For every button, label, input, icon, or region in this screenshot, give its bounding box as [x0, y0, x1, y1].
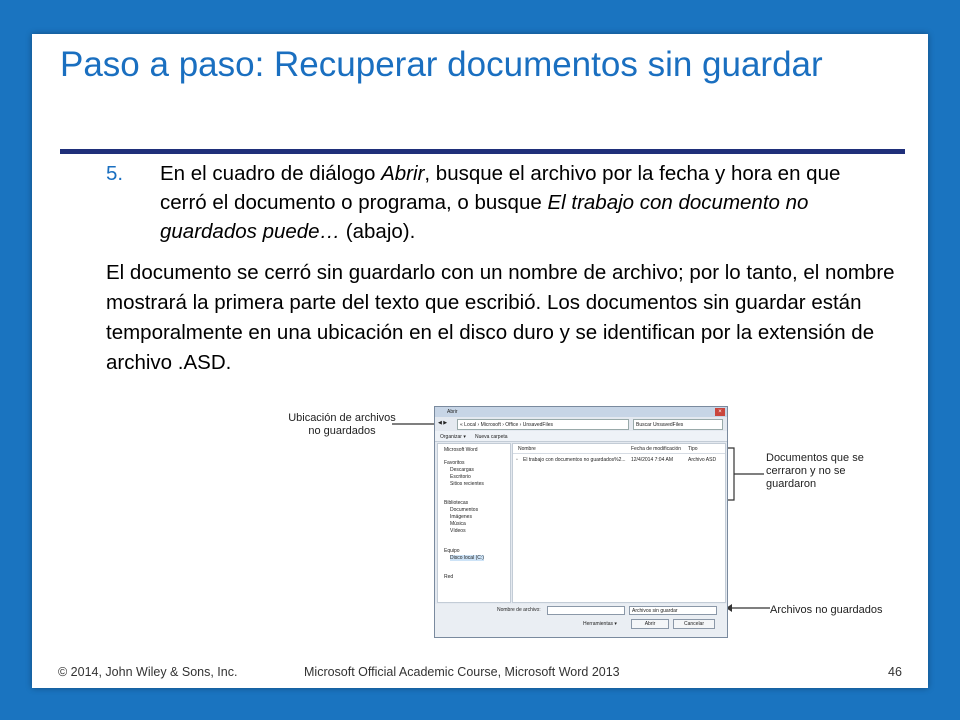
dialog-titlebar	[435, 407, 727, 417]
nav-item[interactable]: Imágenes	[450, 514, 472, 520]
footer-course: Microsoft Official Academic Course, Microsoft Word 2013	[304, 665, 620, 679]
nav-item[interactable]: Escritorio	[450, 474, 471, 480]
step-text-part: En el cuadro de diálogo	[160, 162, 382, 185]
nav-item[interactable]: Descargas	[450, 467, 474, 473]
callout-bracket	[722, 446, 766, 506]
open-button[interactable]: Abrir	[631, 619, 669, 629]
address-path: « Local › Microsoft › Office › UnsavedFiles	[460, 422, 553, 428]
file-date: 12/4/2014 7:04 AM	[631, 457, 673, 463]
page-number: 46	[888, 665, 902, 679]
callout-location: Ubicación de archivos no guardados	[288, 412, 396, 437]
nav-item[interactable]: Microsoft Word	[444, 447, 478, 453]
filename-field[interactable]	[547, 606, 625, 615]
column-header[interactable]: Nombre	[518, 446, 536, 452]
close-icon[interactable]: ×	[715, 408, 725, 416]
nav-item[interactable]: Música	[450, 521, 466, 527]
filter-value: Archivos sin guardar	[632, 608, 678, 614]
body-paragraph: El documento se cerró sin guardarlo con un nombre de archivo; por lo tanto, el nombre mostrará la primera parte del texto que escribió. Los documentos sin guardar están temporalmente en una ubicación en el disco duro y se identifican por la extensión de archivo .ASD.	[106, 261, 895, 374]
nav-item[interactable]: Sitios recientes	[450, 481, 484, 487]
slide	[32, 34, 928, 688]
nav-pane	[437, 443, 511, 603]
dialog-toolbar	[435, 431, 727, 442]
nav-item-selected[interactable]: Disco local (C:)	[450, 555, 484, 561]
nav-item[interactable]: Documentos	[450, 507, 479, 513]
file-type: Archivo ASD	[688, 457, 717, 463]
nav-item[interactable]: Red	[444, 574, 454, 580]
file-name[interactable]: El trabajo con documentos no guardados%2...	[523, 457, 626, 463]
dialog-bottom	[435, 604, 727, 637]
search-placeholder: Buscar UnsavedFiles	[636, 422, 684, 428]
slide-title: Paso a paso: Recuperar documentos sin guardar	[60, 45, 823, 84]
filename-label: Nombre de archivo:	[497, 607, 541, 613]
file-icon: ▫	[516, 457, 518, 463]
organize-button[interactable]: Organizar ▾	[440, 434, 466, 440]
new-folder-button[interactable]: Nueva carpeta	[475, 434, 508, 440]
step-text	[160, 159, 880, 246]
list-header	[513, 444, 725, 454]
callout-unsaved: Archivos no guardados	[770, 604, 883, 616]
tools-button[interactable]: Herramientas ▾	[583, 621, 617, 627]
step-text-part: (abajo).	[340, 220, 416, 243]
cancel-button[interactable]: Cancelar	[673, 619, 715, 629]
step-text-part: , busque el archivo por la fecha y hora en que cerró el documento o programa, o busque	[160, 162, 841, 214]
step-text-italic: El trabajo con documento no guardados puede…	[160, 191, 809, 243]
nav-item[interactable]: Bibliotecas	[444, 500, 469, 506]
step-number: 5.	[106, 162, 124, 185]
dialog-title: Abrir	[447, 409, 458, 415]
nav-item[interactable]: Favoritos	[444, 460, 465, 466]
callout-arrow	[726, 602, 770, 614]
footer-copyright: © 2014, John Wiley & Sons, Inc.	[58, 665, 238, 679]
search-input[interactable]	[633, 419, 723, 430]
title-divider	[60, 149, 905, 154]
column-header[interactable]: Tipo	[688, 446, 698, 452]
open-dialog	[434, 406, 728, 638]
file-list	[512, 443, 726, 603]
callout-closed-docs: Documentos que se cerraron y no se guardaron	[766, 452, 864, 490]
step-text-italic: Abrir	[381, 162, 425, 185]
back-icon[interactable]: ◀ ▶	[438, 420, 448, 426]
nav-item[interactable]: Equipo	[444, 548, 460, 554]
nav-item[interactable]: Vídeos	[450, 528, 466, 534]
filter-select[interactable]	[629, 606, 717, 615]
column-header[interactable]: Fecha de modificación	[631, 446, 682, 452]
address-bar[interactable]	[457, 419, 629, 430]
